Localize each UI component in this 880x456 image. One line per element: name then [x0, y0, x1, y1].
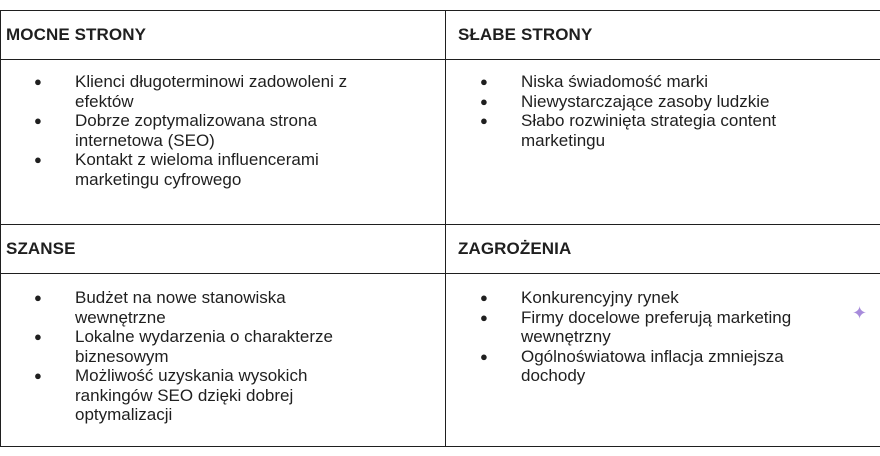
bullet-icon: ●	[480, 93, 488, 109]
list-item: ● Dobrze zoptymalizowana strona internetowa (SEO)	[34, 111, 317, 150]
weaknesses-header-cell[interactable]	[446, 11, 880, 60]
header-row-bottom	[1, 225, 880, 274]
swot-table	[0, 10, 880, 447]
opportunities-header-cell[interactable]	[1, 225, 446, 274]
list-item: ● Niewystarczające zasoby ludzkie	[480, 91, 770, 111]
list-item: ● Lokalne wydarzenia o charakterze biznesowym	[34, 327, 333, 366]
bullet-icon: ●	[480, 113, 488, 128]
list-item: ● Firmy docelowe preferują marketing wewnętrzny	[480, 307, 792, 346]
bullet-icon: ●	[480, 309, 488, 325]
threats-cell[interactable]	[446, 274, 880, 447]
strengths-cell[interactable]	[1, 60, 446, 225]
bullet-icon: ●	[34, 152, 42, 167]
list-item: ● Możliwość uzyskania wysokich rankingów SEO dzięki dobrej optymalizacji	[34, 366, 308, 424]
opportunities-list	[1, 288, 445, 425]
bullet-icon: ●	[34, 113, 42, 128]
bullet-icon: ●	[34, 368, 42, 383]
list-item: ● Niska świadomość marki	[480, 72, 709, 91]
list-item: ● Klienci długoterminowi zadowoleni z efektów	[34, 72, 348, 111]
weaknesses-list	[446, 72, 880, 150]
strengths-title: MOCNE STRONY	[6, 25, 147, 44]
opportunities-title: SZANSE	[6, 239, 76, 258]
list-item: ● Budżet na nowe stanowiska wewnętrzne	[34, 288, 286, 327]
strengths-header-cell[interactable]	[1, 11, 446, 60]
body-row-bottom	[1, 274, 880, 447]
weaknesses-cell[interactable]	[446, 60, 880, 225]
bullet-icon: ●	[34, 74, 42, 89]
header-row-top	[1, 11, 880, 60]
bullet-icon: ●	[34, 290, 42, 305]
list-item: ● Słabo rozwinięta strategia content marketingu	[480, 111, 777, 150]
body-row-top	[1, 60, 880, 225]
sparkle-icon[interactable]: ✦	[852, 303, 868, 323]
threats-list	[446, 288, 880, 386]
opportunities-cell[interactable]	[1, 274, 446, 447]
weaknesses-title: SŁABE STRONY	[458, 25, 593, 44]
bullet-icon: ●	[480, 348, 488, 364]
strengths-list	[1, 72, 445, 189]
bullet-icon: ●	[480, 74, 488, 89]
bullet-icon: ●	[480, 290, 488, 305]
list-item: ● Kontakt z wieloma influencerami marketingu cyfrowego	[34, 150, 319, 189]
list-item: ● Konkurencyjny rynek	[480, 288, 679, 307]
threats-header-cell[interactable]	[446, 225, 880, 274]
list-item: ● Ogólnoświatowa inflacja zmniejsza dochody	[480, 346, 784, 385]
threats-title: ZAGROŻENIA	[458, 239, 572, 258]
bullet-icon: ●	[34, 329, 42, 344]
